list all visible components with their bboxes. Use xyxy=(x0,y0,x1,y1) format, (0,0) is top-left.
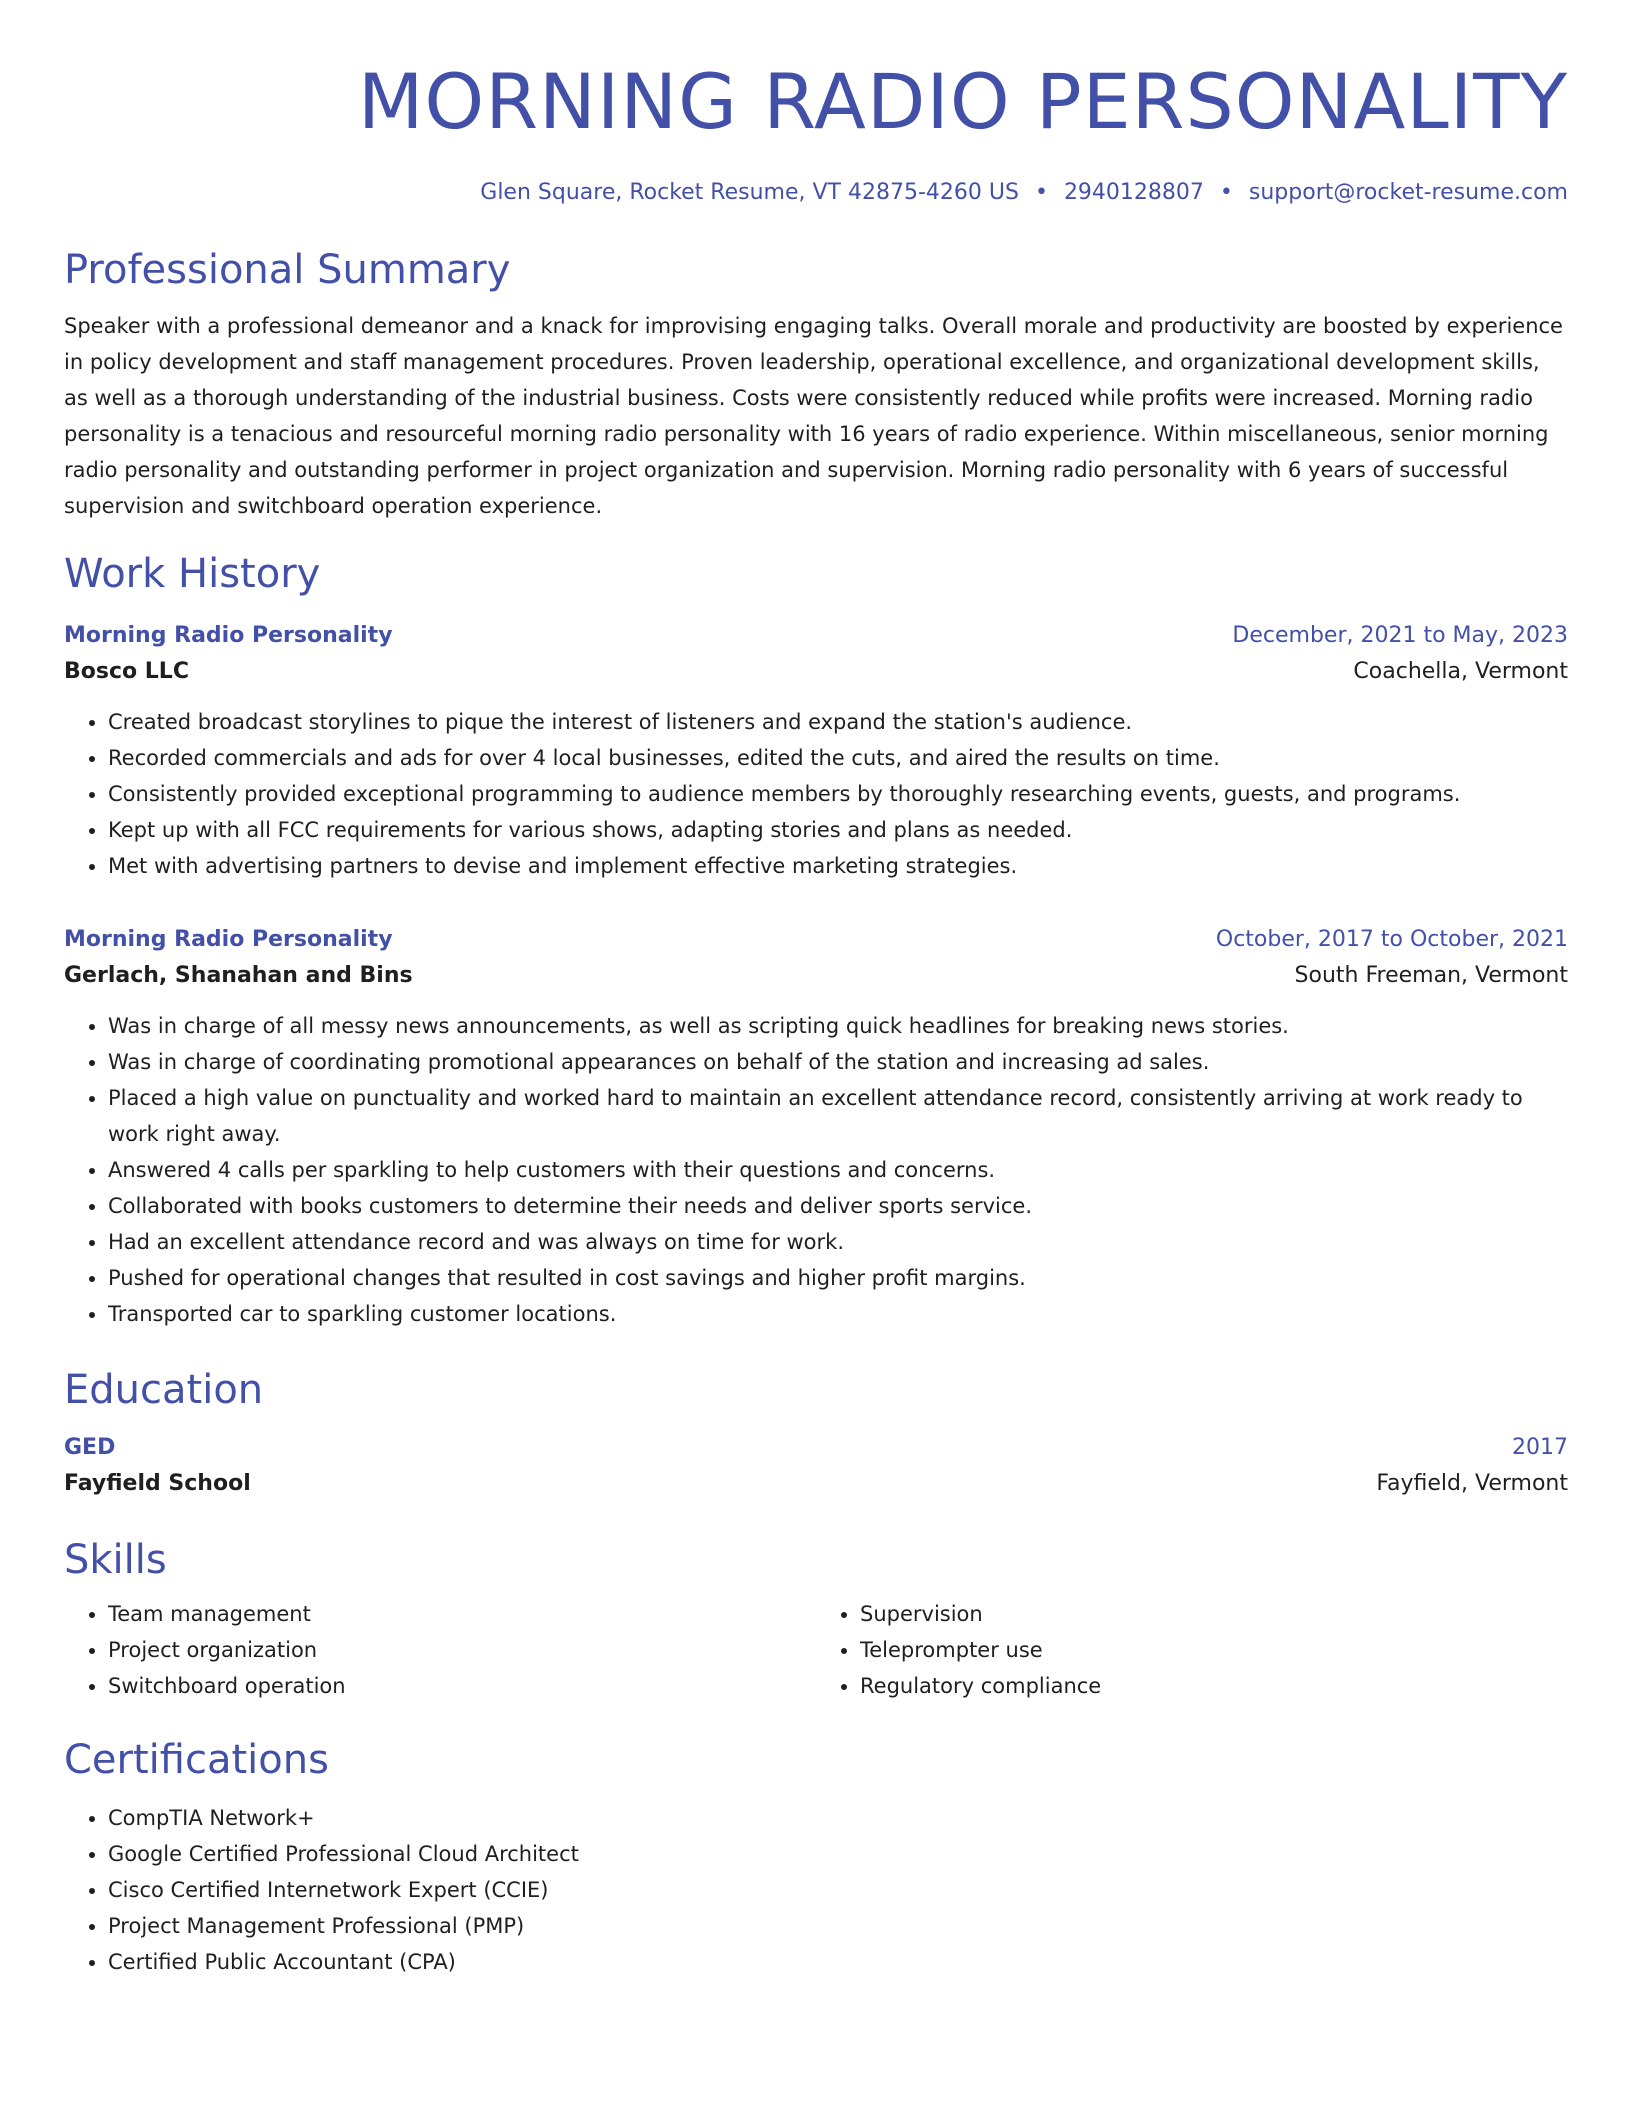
job-entry xyxy=(64,618,1568,884)
skill-item: • Supervision xyxy=(860,1596,1568,1632)
education-school: Fayfield School xyxy=(64,1471,251,1496)
education-entry xyxy=(64,1430,1568,1502)
work-history-heading: Work History xyxy=(64,551,321,597)
certification-item: • Google Certified Professional Cloud Architect xyxy=(108,1836,1568,1872)
job-dates: October, 2017 to October, 2021 xyxy=(1215,927,1568,952)
job-bullet: • Answered 4 calls per sparkling to help customers with their questions and concerns. xyxy=(108,1152,1568,1188)
contact-separator: • xyxy=(1034,180,1048,205)
certification-item: • Certified Public Accountant (CPA) xyxy=(108,1944,1568,1980)
job-bullet: • Pushed for operational changes that resulted in cost savings and higher profit margins. xyxy=(108,1260,1568,1296)
job-bullet: • Created broadcast storylines to pique the interest of listeners and expand the station's audience. xyxy=(108,704,1568,740)
contact-separator: • xyxy=(1219,180,1233,205)
job-company: Bosco LLC xyxy=(64,659,189,684)
job-dates: December, 2021 to May, 2023 xyxy=(1232,623,1568,648)
skills-list-right xyxy=(816,1596,1568,1704)
skill-item: • Team management xyxy=(108,1596,816,1632)
job-bullet: • Kept up with all FCC requirements for various shows, adapting stories and plans as needed. xyxy=(108,812,1568,848)
job-bullets xyxy=(64,704,1568,884)
certification-item: • CompTIA Network+ xyxy=(108,1800,1568,1836)
skill-item: • Regulatory compliance xyxy=(860,1668,1568,1704)
skill-item: • Project organization xyxy=(108,1632,816,1668)
education-location: Fayfield, Vermont xyxy=(1376,1471,1568,1496)
contact-phone: 2940128807 xyxy=(1063,180,1204,205)
job-bullet: • Recorded commercials and ads for over 4 local businesses, edited the cuts, and aired the results on time. xyxy=(108,740,1568,776)
job-title: Morning Radio Personality xyxy=(64,623,393,648)
job-bullet: • Met with advertising partners to devise and implement effective marketing strategies. xyxy=(108,848,1568,884)
skill-item: • Switchboard operation xyxy=(108,1668,816,1704)
job-bullet: • Collaborated with books customers to determine their needs and deliver sports service. xyxy=(108,1188,1568,1224)
skill-item: • Teleprompter use xyxy=(860,1632,1568,1668)
education-degree: GED xyxy=(64,1435,116,1460)
summary-text: Speaker with a professional demeanor and a knack for improvising engaging talks. Overall morale and productivity are boosted by experience in policy development and staff management procedures. Proven leadership, operational excellence, and organizational development skills, as well as a thorough understanding of the industrial business. Costs were consistently reduced while profits were increased. Morning radio personality is a tenacious and resourceful morning radio personality with 16 years of radio experience. Within miscellaneous, senior morning radio personality and outstanding performer in project organization and supervision. Morning radio personality with 6 years of successful supervision and switchboard operation experience. xyxy=(64,314,1563,518)
certification-item: • Cisco Certified Internetwork Expert (CCIE) xyxy=(108,1872,1568,1908)
job-location: Coachella, Vermont xyxy=(1353,659,1568,684)
contact-email[interactable]: support@rocket-resume.com xyxy=(1248,180,1568,205)
education-heading: Education xyxy=(64,1367,264,1413)
summary-heading: Professional Summary xyxy=(64,247,511,293)
contact-line xyxy=(64,178,1568,208)
job-title: Morning Radio Personality xyxy=(64,927,393,952)
education-year: 2017 xyxy=(1512,1435,1568,1460)
resume-header xyxy=(64,54,1568,208)
job-bullet: • Transported car to sparkling customer locations. xyxy=(108,1296,1568,1332)
job-entry xyxy=(64,922,1568,1332)
resume-name: MORNING RADIO PERSONALITY xyxy=(357,57,1568,146)
job-bullet: • Was in charge of coordinating promotional appearances on behalf of the station and increasing ad sales. xyxy=(108,1044,1568,1080)
certifications-list xyxy=(64,1800,1568,1980)
skills-heading: Skills xyxy=(64,1537,167,1583)
job-company: Gerlach, Shanahan and Bins xyxy=(64,963,413,988)
job-bullet: • Consistently provided exceptional programming to audience members by thoroughly researching events, guests, and programs. xyxy=(108,776,1568,812)
job-bullet: • Was in charge of all messy news announcements, as well as scripting quick headlines for breaking news stories. xyxy=(108,1008,1568,1044)
certifications-heading: Certifications xyxy=(64,1737,329,1783)
skills-grid xyxy=(64,1596,1568,1704)
job-bullets xyxy=(64,1008,1568,1332)
job-bullet: • Placed a high value on punctuality and worked hard to maintain an excellent attendance record, consistently arriving at work ready to work right away. xyxy=(108,1080,1568,1152)
contact-address: Glen Square, Rocket Resume, VT 42875-4260 US xyxy=(480,180,1019,205)
skills-list-left xyxy=(64,1596,816,1704)
job-location: South Freeman, Vermont xyxy=(1294,963,1568,988)
job-bullet: • Had an excellent attendance record and was always on time for work. xyxy=(108,1224,1568,1260)
certification-item: • Project Management Professional (PMP) xyxy=(108,1908,1568,1944)
